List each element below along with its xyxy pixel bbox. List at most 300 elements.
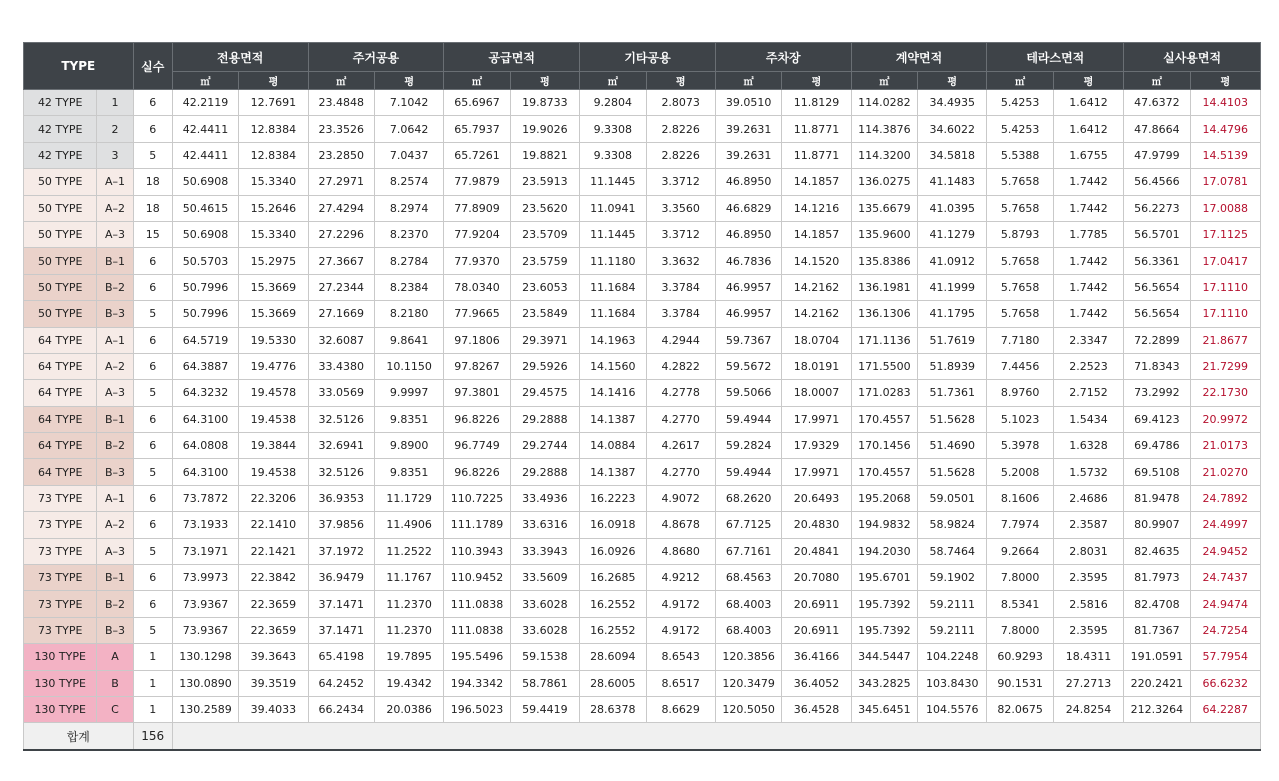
value-cell: 32.6087 (308, 327, 374, 353)
value-cell: 47.6372 (1124, 90, 1190, 116)
value-cell: 212.3264 (1124, 696, 1190, 722)
units-cell: 6 (133, 406, 172, 432)
value-cell: 22.1421 (239, 538, 308, 564)
value-cell: 23.5620 (510, 195, 579, 221)
value-cell: 59.4944 (715, 459, 781, 485)
value-cell: 69.5108 (1124, 459, 1190, 485)
value-cell: 28.6094 (580, 644, 646, 670)
subtype-cell: B–3 (97, 617, 133, 643)
value-cell: 11.0941 (580, 195, 646, 221)
value-cell: 16.0918 (580, 512, 646, 538)
value-cell: 17.1125 (1190, 221, 1260, 247)
value-cell: 42.4411 (172, 116, 238, 142)
type-cell: 73 TYPE (24, 591, 97, 617)
value-cell: 47.9799 (1124, 142, 1190, 168)
value-cell: 195.2068 (851, 485, 917, 511)
subtype-cell: A–2 (97, 353, 133, 379)
table-row (24, 433, 1261, 459)
value-cell: 51.5628 (918, 406, 987, 432)
header-type: TYPE (24, 43, 134, 90)
unit-pyeong-header: 평 (918, 72, 987, 90)
value-cell: 51.7619 (918, 327, 987, 353)
value-cell: 41.1279 (918, 221, 987, 247)
type-cell: 130 TYPE (24, 670, 97, 696)
subtype-cell: B–2 (97, 274, 133, 300)
value-cell: 4.2770 (646, 406, 715, 432)
value-cell: 67.7125 (715, 512, 781, 538)
table-row (24, 512, 1261, 538)
value-cell: 20.9972 (1190, 406, 1260, 432)
value-cell: 24.9474 (1190, 591, 1260, 617)
value-cell: 69.4786 (1124, 433, 1190, 459)
value-cell: 16.2685 (580, 565, 646, 591)
value-cell: 24.8254 (1053, 696, 1123, 722)
unit-m2-header: ㎡ (580, 72, 646, 90)
value-cell: 24.7892 (1190, 485, 1260, 511)
units-cell: 1 (133, 670, 172, 696)
value-cell: 29.5926 (510, 353, 579, 379)
value-cell: 59.0501 (918, 485, 987, 511)
value-cell: 64.5719 (172, 327, 238, 353)
value-cell: 39.3519 (239, 670, 308, 696)
units-cell: 6 (133, 327, 172, 353)
value-cell: 1.6412 (1053, 116, 1123, 142)
units-cell: 6 (133, 90, 172, 116)
value-cell: 2.7152 (1053, 380, 1123, 406)
value-cell: 50.6908 (172, 169, 238, 195)
value-cell: 77.9204 (444, 221, 510, 247)
value-cell: 29.2888 (510, 459, 579, 485)
table-row (24, 565, 1261, 591)
value-cell: 17.9971 (782, 459, 851, 485)
type-cell: 73 TYPE (24, 617, 97, 643)
value-cell: 1.5434 (1053, 406, 1123, 432)
value-cell: 51.4690 (918, 433, 987, 459)
value-cell: 34.4935 (918, 90, 987, 116)
subtype-cell: A–3 (97, 221, 133, 247)
value-cell: 65.7261 (444, 142, 510, 168)
units-cell: 6 (133, 433, 172, 459)
table-row (24, 169, 1261, 195)
value-cell: 111.0838 (444, 591, 510, 617)
type-cell: 50 TYPE (24, 221, 97, 247)
unit-m2-header: ㎡ (715, 72, 781, 90)
value-cell: 27.3667 (308, 248, 374, 274)
value-cell: 11.8771 (782, 116, 851, 142)
value-cell: 22.3842 (239, 565, 308, 591)
value-cell: 18.4311 (1053, 644, 1123, 670)
value-cell: 64.3100 (172, 459, 238, 485)
header-parking: 주차장 (715, 43, 851, 72)
type-cell: 64 TYPE (24, 380, 97, 406)
value-cell: 8.2974 (374, 195, 443, 221)
value-cell: 20.6911 (782, 591, 851, 617)
value-cell: 64.2287 (1190, 696, 1260, 722)
value-cell: 22.1730 (1190, 380, 1260, 406)
value-cell: 8.6629 (646, 696, 715, 722)
value-cell: 36.4528 (782, 696, 851, 722)
value-cell: 36.4166 (782, 644, 851, 670)
value-cell: 130.0890 (172, 670, 238, 696)
table-row (24, 406, 1261, 432)
subtype-cell: A–2 (97, 195, 133, 221)
value-cell: 4.2770 (646, 459, 715, 485)
value-cell: 11.1767 (374, 565, 443, 591)
value-cell: 33.5609 (510, 565, 579, 591)
unit-m2-header: ㎡ (1124, 72, 1190, 90)
value-cell: 110.3943 (444, 538, 510, 564)
value-cell: 46.8950 (715, 221, 781, 247)
value-cell: 11.1729 (374, 485, 443, 511)
value-cell: 5.2008 (987, 459, 1053, 485)
table-row (24, 459, 1261, 485)
value-cell: 24.4997 (1190, 512, 1260, 538)
value-cell: 23.5709 (510, 221, 579, 247)
value-cell: 17.1110 (1190, 301, 1260, 327)
value-cell: 33.3943 (510, 538, 579, 564)
subtype-cell: 1 (97, 90, 133, 116)
units-cell: 6 (133, 512, 172, 538)
value-cell: 344.5447 (851, 644, 917, 670)
value-cell: 14.2162 (782, 301, 851, 327)
value-cell: 136.0275 (851, 169, 917, 195)
value-cell: 59.1902 (918, 565, 987, 591)
value-cell: 21.0270 (1190, 459, 1260, 485)
value-cell: 3.3784 (646, 274, 715, 300)
value-cell: 56.5654 (1124, 301, 1190, 327)
header-terrace-area: 테라스면적 (987, 43, 1124, 72)
value-cell: 14.1216 (782, 195, 851, 221)
value-cell: 39.2631 (715, 142, 781, 168)
type-cell: 73 TYPE (24, 512, 97, 538)
value-cell: 65.6967 (444, 90, 510, 116)
total-label: 합계 (24, 723, 134, 751)
value-cell: 19.4538 (239, 406, 308, 432)
value-cell: 56.5701 (1124, 221, 1190, 247)
type-cell: 64 TYPE (24, 353, 97, 379)
value-cell: 73.7872 (172, 485, 238, 511)
value-cell: 170.4557 (851, 459, 917, 485)
value-cell: 18.0191 (782, 353, 851, 379)
value-cell: 17.0088 (1190, 195, 1260, 221)
value-cell: 11.1684 (580, 274, 646, 300)
value-cell: 67.7161 (715, 538, 781, 564)
value-cell: 2.8031 (1053, 538, 1123, 564)
value-cell: 82.4708 (1124, 591, 1190, 617)
value-cell: 24.7254 (1190, 617, 1260, 643)
value-cell: 22.3206 (239, 485, 308, 511)
value-cell: 11.1445 (580, 221, 646, 247)
type-cell: 42 TYPE (24, 116, 97, 142)
value-cell: 8.2180 (374, 301, 443, 327)
value-cell: 19.4776 (239, 353, 308, 379)
value-cell: 29.2888 (510, 406, 579, 432)
header-units: 실수 (133, 43, 172, 90)
value-cell: 72.2899 (1124, 327, 1190, 353)
table-row (24, 248, 1261, 274)
value-cell: 1.6328 (1053, 433, 1123, 459)
type-cell: 130 TYPE (24, 644, 97, 670)
value-cell: 11.8129 (782, 90, 851, 116)
subtype-cell: 3 (97, 142, 133, 168)
value-cell: 22.3659 (239, 591, 308, 617)
unit-m2-header: ㎡ (444, 72, 510, 90)
value-cell: 7.7974 (987, 512, 1053, 538)
value-cell: 41.1483 (918, 169, 987, 195)
value-cell: 56.4566 (1124, 169, 1190, 195)
area-table (23, 42, 1261, 751)
value-cell: 37.1471 (308, 617, 374, 643)
value-cell: 14.4103 (1190, 90, 1260, 116)
value-cell: 50.4615 (172, 195, 238, 221)
subtype-cell: B (97, 670, 133, 696)
value-cell: 4.9212 (646, 565, 715, 591)
value-cell: 27.4294 (308, 195, 374, 221)
value-cell: 2.3347 (1053, 327, 1123, 353)
value-cell: 2.8073 (646, 90, 715, 116)
units-cell: 6 (133, 353, 172, 379)
value-cell: 21.7299 (1190, 353, 1260, 379)
value-cell: 20.4841 (782, 538, 851, 564)
value-cell: 2.2523 (1053, 353, 1123, 379)
value-cell: 7.8000 (987, 565, 1053, 591)
table-row (24, 617, 1261, 643)
value-cell: 41.1795 (918, 301, 987, 327)
type-cell: 50 TYPE (24, 169, 97, 195)
value-cell: 9.2664 (987, 538, 1053, 564)
value-cell: 19.4538 (239, 459, 308, 485)
units-cell: 5 (133, 538, 172, 564)
value-cell: 5.7658 (987, 248, 1053, 274)
unit-m2-header: ㎡ (308, 72, 374, 90)
value-cell: 19.8733 (510, 90, 579, 116)
value-cell: 27.2971 (308, 169, 374, 195)
value-cell: 56.2273 (1124, 195, 1190, 221)
unit-m2-header: ㎡ (987, 72, 1053, 90)
header-row-units (24, 72, 1261, 90)
value-cell: 66.6232 (1190, 670, 1260, 696)
value-cell: 15.3340 (239, 221, 308, 247)
subtype-cell: A–1 (97, 327, 133, 353)
value-cell: 194.3342 (444, 670, 510, 696)
value-cell: 14.2162 (782, 274, 851, 300)
units-cell: 5 (133, 301, 172, 327)
value-cell: 29.2744 (510, 433, 579, 459)
value-cell: 9.8351 (374, 459, 443, 485)
table-header (24, 43, 1261, 90)
value-cell: 68.2620 (715, 485, 781, 511)
value-cell: 65.4198 (308, 644, 374, 670)
subtype-cell: C (97, 696, 133, 722)
value-cell: 17.0781 (1190, 169, 1260, 195)
value-cell: 1.7442 (1053, 169, 1123, 195)
value-cell: 56.3361 (1124, 248, 1190, 274)
units-cell: 5 (133, 459, 172, 485)
value-cell: 171.1136 (851, 327, 917, 353)
value-cell: 68.4003 (715, 591, 781, 617)
value-cell: 59.2824 (715, 433, 781, 459)
value-cell: 59.2111 (918, 591, 987, 617)
subtype-cell: B–2 (97, 433, 133, 459)
value-cell: 36.9353 (308, 485, 374, 511)
table-row (24, 90, 1261, 116)
value-cell: 50.5703 (172, 248, 238, 274)
table-row (24, 142, 1261, 168)
value-cell: 64.3887 (172, 353, 238, 379)
value-cell: 195.7392 (851, 617, 917, 643)
value-cell: 195.6701 (851, 565, 917, 591)
value-cell: 10.1150 (374, 353, 443, 379)
value-cell: 104.5576 (918, 696, 987, 722)
value-cell: 1.7442 (1053, 274, 1123, 300)
value-cell: 9.9997 (374, 380, 443, 406)
value-cell: 64.3232 (172, 380, 238, 406)
value-cell: 46.6829 (715, 195, 781, 221)
value-cell: 191.0591 (1124, 644, 1190, 670)
type-cell: 73 TYPE (24, 485, 97, 511)
value-cell: 46.9957 (715, 301, 781, 327)
type-cell: 42 TYPE (24, 90, 97, 116)
value-cell: 9.8351 (374, 406, 443, 432)
units-cell: 5 (133, 142, 172, 168)
value-cell: 77.9665 (444, 301, 510, 327)
subtype-cell: B–1 (97, 565, 133, 591)
value-cell: 19.3844 (239, 433, 308, 459)
value-cell: 110.9452 (444, 565, 510, 591)
header-other-common: 기타공용 (580, 43, 716, 72)
value-cell: 16.2552 (580, 591, 646, 617)
value-cell: 78.0340 (444, 274, 510, 300)
header-residential-common: 주거공용 (308, 43, 444, 72)
value-cell: 57.7954 (1190, 644, 1260, 670)
value-cell: 3.3632 (646, 248, 715, 274)
value-cell: 16.2223 (580, 485, 646, 511)
value-cell: 7.0642 (374, 116, 443, 142)
units-cell: 6 (133, 274, 172, 300)
value-cell: 1.6412 (1053, 90, 1123, 116)
table-row (24, 301, 1261, 327)
value-cell: 97.8267 (444, 353, 510, 379)
value-cell: 4.2944 (646, 327, 715, 353)
value-cell: 32.6941 (308, 433, 374, 459)
value-cell: 120.3479 (715, 670, 781, 696)
value-cell: 14.0884 (580, 433, 646, 459)
value-cell: 17.9971 (782, 406, 851, 432)
value-cell: 19.7895 (374, 644, 443, 670)
value-cell: 196.5023 (444, 696, 510, 722)
value-cell: 59.2111 (918, 617, 987, 643)
value-cell: 82.4635 (1124, 538, 1190, 564)
value-cell: 32.5126 (308, 406, 374, 432)
value-cell: 114.3200 (851, 142, 917, 168)
value-cell: 59.7367 (715, 327, 781, 353)
value-cell: 4.8680 (646, 538, 715, 564)
value-cell: 19.8821 (510, 142, 579, 168)
value-cell: 14.1387 (580, 406, 646, 432)
table-row (24, 485, 1261, 511)
units-cell: 6 (133, 116, 172, 142)
subtype-cell: B–3 (97, 459, 133, 485)
value-cell: 37.1471 (308, 591, 374, 617)
value-cell: 195.7392 (851, 591, 917, 617)
value-cell: 15.3669 (239, 274, 308, 300)
value-cell: 81.7973 (1124, 565, 1190, 591)
value-cell: 4.9072 (646, 485, 715, 511)
units-cell: 6 (133, 485, 172, 511)
type-cell: 50 TYPE (24, 248, 97, 274)
type-cell: 64 TYPE (24, 327, 97, 353)
unit-pyeong-header: 평 (1053, 72, 1123, 90)
value-cell: 18.0007 (782, 380, 851, 406)
units-cell: 5 (133, 380, 172, 406)
value-cell: 64.0808 (172, 433, 238, 459)
value-cell: 58.7861 (510, 670, 579, 696)
value-cell: 41.1999 (918, 274, 987, 300)
value-cell: 4.9172 (646, 617, 715, 643)
value-cell: 14.1387 (580, 459, 646, 485)
value-cell: 120.5050 (715, 696, 781, 722)
value-cell: 3.3712 (646, 169, 715, 195)
header-real-use-area: 실사용면적 (1124, 43, 1261, 72)
value-cell: 135.8386 (851, 248, 917, 274)
value-cell: 81.7367 (1124, 617, 1190, 643)
value-cell: 58.7464 (918, 538, 987, 564)
value-cell: 46.7836 (715, 248, 781, 274)
value-cell: 15.3669 (239, 301, 308, 327)
units-cell: 1 (133, 696, 172, 722)
value-cell: 12.8384 (239, 142, 308, 168)
value-cell: 9.8900 (374, 433, 443, 459)
value-cell: 170.4557 (851, 406, 917, 432)
value-cell: 8.2784 (374, 248, 443, 274)
value-cell: 5.7658 (987, 274, 1053, 300)
value-cell: 50.6908 (172, 221, 238, 247)
header-exclusive-area: 전용면적 (172, 43, 308, 72)
value-cell: 42.4411 (172, 142, 238, 168)
value-cell: 11.1684 (580, 301, 646, 327)
type-cell: 50 TYPE (24, 274, 97, 300)
value-cell: 68.4563 (715, 565, 781, 591)
value-cell: 15.2975 (239, 248, 308, 274)
value-cell: 23.4848 (308, 90, 374, 116)
units-cell: 18 (133, 169, 172, 195)
value-cell: 34.6022 (918, 116, 987, 142)
value-cell: 82.0675 (987, 696, 1053, 722)
value-cell: 19.9026 (510, 116, 579, 142)
value-cell: 11.1445 (580, 169, 646, 195)
value-cell: 104.2248 (918, 644, 987, 670)
units-cell: 6 (133, 591, 172, 617)
value-cell: 73.1971 (172, 538, 238, 564)
value-cell: 28.6005 (580, 670, 646, 696)
value-cell: 8.6517 (646, 670, 715, 696)
value-cell: 5.4253 (987, 116, 1053, 142)
value-cell: 59.5066 (715, 380, 781, 406)
value-cell: 41.0395 (918, 195, 987, 221)
value-cell: 1.7442 (1053, 195, 1123, 221)
value-cell: 135.6679 (851, 195, 917, 221)
value-cell: 130.1298 (172, 644, 238, 670)
table-row (24, 380, 1261, 406)
value-cell: 136.1981 (851, 274, 917, 300)
value-cell: 14.1416 (580, 380, 646, 406)
value-cell: 27.2713 (1053, 670, 1123, 696)
value-cell: 77.8909 (444, 195, 510, 221)
value-cell: 20.7080 (782, 565, 851, 591)
value-cell: 39.3643 (239, 644, 308, 670)
value-cell: 130.2589 (172, 696, 238, 722)
value-cell: 4.2617 (646, 433, 715, 459)
